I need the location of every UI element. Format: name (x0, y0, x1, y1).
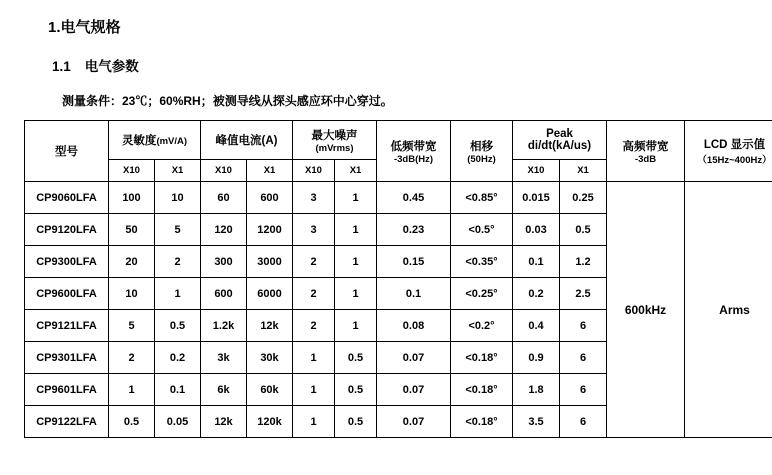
cell-phase: <0.18° (451, 342, 513, 374)
header-didt-x1: X1 (560, 160, 607, 182)
cell-noise-x1: 1 (335, 182, 377, 214)
cell-noise-x10: 3 (293, 182, 335, 214)
cell-phase: <0.25° (451, 278, 513, 310)
cell-didt-x10: 0.2 (513, 278, 560, 310)
electrical-spec-table (24, 120, 772, 438)
cell-sens-x1: 0.05 (155, 406, 201, 438)
cell-peak-x1: 600 (247, 182, 293, 214)
header-model: 型号 (25, 121, 109, 182)
cell-noise-x1: 1 (335, 310, 377, 342)
header-lcd-display: LCD 显示值 （15Hz~400Hz） (685, 121, 772, 182)
cell-phase: <0.2° (451, 310, 513, 342)
header-noise-x10: X10 (293, 160, 335, 182)
section-number: 1.1 (52, 59, 71, 74)
header-noise-x1: X1 (335, 160, 377, 182)
cell-didt-x1: 6 (560, 374, 607, 406)
header-sensitivity-x1: X1 (155, 160, 201, 182)
cell-peak-x1: 1200 (247, 214, 293, 246)
cell-noise-x10: 2 (293, 246, 335, 278)
cell-sens-x10: 50 (109, 214, 155, 246)
cell-noise-x1: 0.5 (335, 374, 377, 406)
measurement-condition: 测量条件：23℃；60%RH；被测导线从探头感应环中心穿过。 (62, 94, 393, 108)
cell-peak-x10: 6k (201, 374, 247, 406)
cell-didt-x1: 6 (560, 406, 607, 438)
cell-sens-x10: 1 (109, 374, 155, 406)
cell-didt-x10: 1.8 (513, 374, 560, 406)
cell-model: CP9600LFA (25, 278, 109, 310)
cell-peak-x1: 6000 (247, 278, 293, 310)
section-title: 电气参数 (84, 59, 139, 74)
header-hf-bandwidth: 高频带宽 -3dB (607, 121, 685, 182)
page-title: 1.电气规格 (48, 19, 121, 36)
cell-sens-x10: 5 (109, 310, 155, 342)
header-peak-didt: Peak di/dt(kA/us) (513, 121, 607, 160)
cell-noise-x10: 3 (293, 214, 335, 246)
cell-peak-x10: 300 (201, 246, 247, 278)
header-low-bandwidth: 低频带宽 -3dB(Hz) (377, 121, 451, 182)
cell-phase: <0.5° (451, 214, 513, 246)
cell-noise-x1: 0.5 (335, 406, 377, 438)
cell-noise-x10: 2 (293, 278, 335, 310)
cell-sens-x1: 2 (155, 246, 201, 278)
cell-low-band: 0.45 (377, 182, 451, 214)
cell-didt-x10: 0.1 (513, 246, 560, 278)
cell-peak-x1: 12k (247, 310, 293, 342)
cell-didt-x10: 0.03 (513, 214, 560, 246)
cell-sens-x1: 10 (155, 182, 201, 214)
cell-sens-x1: 1 (155, 278, 201, 310)
cell-didt-x10: 0.4 (513, 310, 560, 342)
cell-sens-x10: 2 (109, 342, 155, 374)
cell-sens-x10: 20 (109, 246, 155, 278)
cell-noise-x10: 1 (293, 406, 335, 438)
cell-didt-x1: 0.25 (560, 182, 607, 214)
cell-phase: <0.18° (451, 406, 513, 438)
cell-low-band: 0.15 (377, 246, 451, 278)
cell-noise-x1: 1 (335, 278, 377, 310)
cell-peak-x1: 3000 (247, 246, 293, 278)
cell-model: CP9122LFA (25, 406, 109, 438)
header-peak-current-x10: X10 (201, 160, 247, 182)
cell-sens-x10: 10 (109, 278, 155, 310)
cell-sens-x1: 5 (155, 214, 201, 246)
cell-didt-x10: 3.5 (513, 406, 560, 438)
header-peak-current-x1: X1 (247, 160, 293, 182)
cell-model: CP9120LFA (25, 214, 109, 246)
cell-didt-x1: 0.5 (560, 214, 607, 246)
cell-low-band: 0.23 (377, 214, 451, 246)
cell-didt-x10: 0.015 (513, 182, 560, 214)
cell-peak-x10: 1.2k (201, 310, 247, 342)
cell-low-band: 0.07 (377, 406, 451, 438)
cell-sens-x10: 100 (109, 182, 155, 214)
cell-phase: <0.18° (451, 374, 513, 406)
header-sensitivity: 灵敏度(mV/A) (109, 121, 201, 160)
cell-didt-x1: 6 (560, 310, 607, 342)
cell-sens-x1: 0.1 (155, 374, 201, 406)
cell-noise-x1: 1 (335, 246, 377, 278)
header-peak-current: 峰值电流(A) (201, 121, 293, 160)
cell-sens-x1: 0.5 (155, 310, 201, 342)
cell-phase: <0.35° (451, 246, 513, 278)
cell-noise-x1: 1 (335, 214, 377, 246)
cell-didt-x10: 0.9 (513, 342, 560, 374)
cell-peak-x1: 120k (247, 406, 293, 438)
cell-low-band: 0.07 (377, 342, 451, 374)
table-header-row-1 (25, 121, 772, 160)
header-sensitivity-x10: X10 (109, 160, 155, 182)
cell-didt-x1: 6 (560, 342, 607, 374)
cell-model: CP9121LFA (25, 310, 109, 342)
cell-peak-x1: 60k (247, 374, 293, 406)
header-didt-x10: X10 (513, 160, 560, 182)
cell-peak-x10: 60 (201, 182, 247, 214)
header-max-noise: 最大噪声 (mVrms) (293, 121, 377, 160)
cell-didt-x1: 2.5 (560, 278, 607, 310)
cell-lcd-value: Arms (685, 182, 772, 438)
cell-phase: <0.85° (451, 182, 513, 214)
cell-noise-x10: 1 (293, 374, 335, 406)
cell-low-band: 0.1 (377, 278, 451, 310)
cell-sens-x10: 0.5 (109, 406, 155, 438)
table-row (25, 182, 772, 214)
cell-noise-x10: 2 (293, 310, 335, 342)
cell-low-band: 0.07 (377, 374, 451, 406)
section-heading (52, 55, 752, 75)
cell-peak-x10: 12k (201, 406, 247, 438)
cell-model: CP9300LFA (25, 246, 109, 278)
cell-peak-x10: 3k (201, 342, 247, 374)
cell-noise-x1: 0.5 (335, 342, 377, 374)
cell-low-band: 0.08 (377, 310, 451, 342)
cell-peak-x10: 120 (201, 214, 247, 246)
cell-model: CP9601LFA (25, 374, 109, 406)
header-phase-shift: 相移 (50Hz) (451, 121, 513, 182)
cell-peak-x10: 600 (201, 278, 247, 310)
cell-didt-x1: 1.2 (560, 246, 607, 278)
cell-sens-x1: 0.2 (155, 342, 201, 374)
cell-model: CP9301LFA (25, 342, 109, 374)
cell-noise-x10: 1 (293, 342, 335, 374)
cell-hf-bandwidth: 600kHz (607, 182, 685, 438)
cell-model: CP9060LFA (25, 182, 109, 214)
cell-peak-x1: 30k (247, 342, 293, 374)
